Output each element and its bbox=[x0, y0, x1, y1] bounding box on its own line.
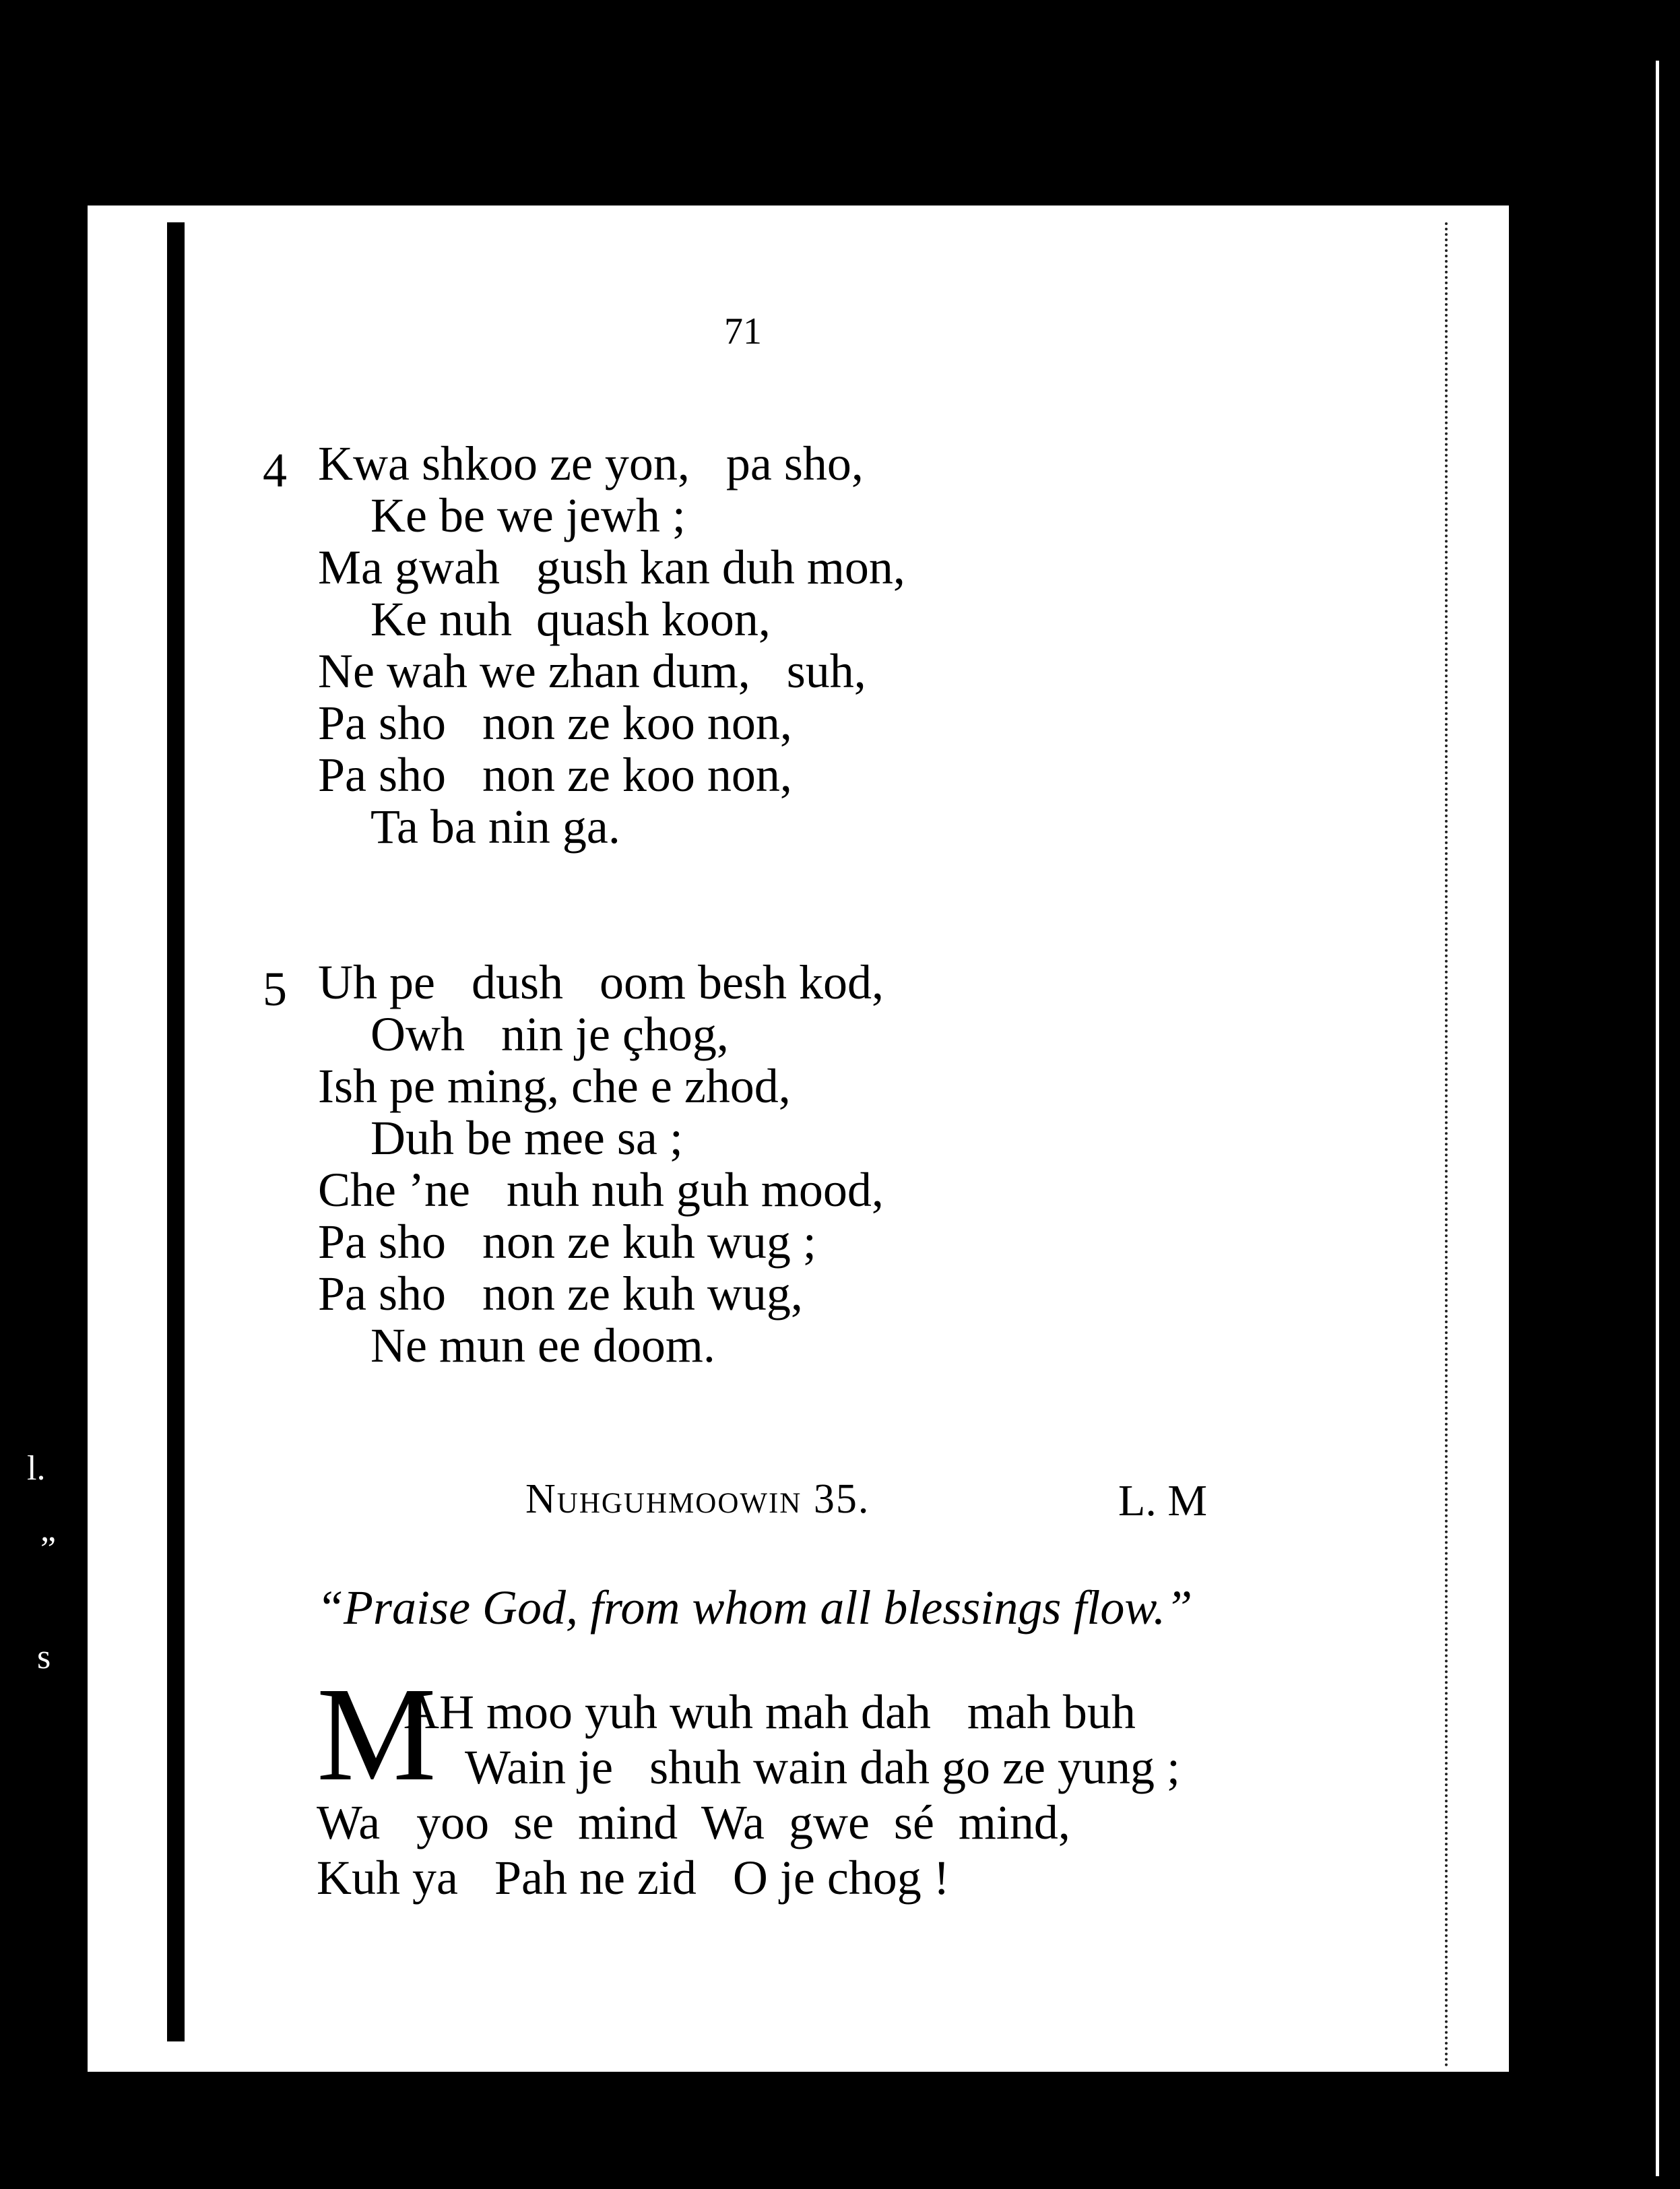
margin-fragment: s bbox=[37, 1638, 51, 1676]
verse-line: AH moo yuh wuh mah dah mah buh bbox=[404, 1685, 1136, 1739]
verse-line: Owh nin je çhog, bbox=[370, 1007, 729, 1061]
verse-line: Ta ba nin ga. bbox=[370, 800, 620, 854]
verse-line: Kuh ya Pah ne zid O je chog ! bbox=[317, 1851, 950, 1905]
drop-cap: M bbox=[317, 1660, 437, 1809]
verse-line: Kwa shkoo ze yon, pa sho, bbox=[318, 437, 864, 490]
verse-line: Ma gwah gush kan duh mon, bbox=[318, 540, 905, 594]
hymn-meter: L. M bbox=[1118, 1476, 1207, 1525]
verse-line: Wain je shuh wain dah go ze yung ; bbox=[465, 1740, 1180, 1794]
spine-edge bbox=[167, 222, 185, 2041]
verse-line: Pa sho non ze koo non, bbox=[318, 696, 792, 750]
stanza-number: 5 bbox=[263, 962, 287, 1016]
verse-line: Pa sho non ze kuh wug ; bbox=[318, 1215, 816, 1269]
verse-line: Pa sho non ze kuh wug, bbox=[318, 1267, 803, 1321]
stanza-number: 4 bbox=[263, 443, 287, 497]
verse-line: Ke be we jewh ; bbox=[370, 488, 686, 542]
verse-line: Ne wah we zhan dum, suh, bbox=[318, 644, 866, 698]
margin-fragment: l. bbox=[27, 1449, 46, 1488]
right-page-edge bbox=[1445, 222, 1505, 2068]
verse-line: Pa sho non ze koo non, bbox=[318, 748, 792, 802]
verse-line: Wa yoo se mind Wa gwe sé mind, bbox=[317, 1796, 1070, 1849]
verse-line: Ne mun ee doom. bbox=[370, 1319, 715, 1372]
hymn-heading: Nuhguhmoowin 35. bbox=[525, 1476, 870, 1522]
scan-edge-line bbox=[1656, 61, 1659, 2176]
verse-line: Ish pe ming, che e zhod, bbox=[318, 1059, 791, 1113]
tune-title: “Praise God, from whom all blessings flow.” bbox=[317, 1581, 1193, 1635]
margin-fragment: ” bbox=[40, 1530, 57, 1568]
verse-line: Duh be mee sa ; bbox=[370, 1111, 683, 1165]
page-number: 71 bbox=[724, 311, 762, 352]
verse-line: Che ’ne nuh nuh guh mood, bbox=[318, 1163, 884, 1217]
verse-line: Uh pe dush oom besh kod, bbox=[318, 955, 884, 1009]
verse-line: Ke nuh quash koon, bbox=[370, 592, 771, 646]
